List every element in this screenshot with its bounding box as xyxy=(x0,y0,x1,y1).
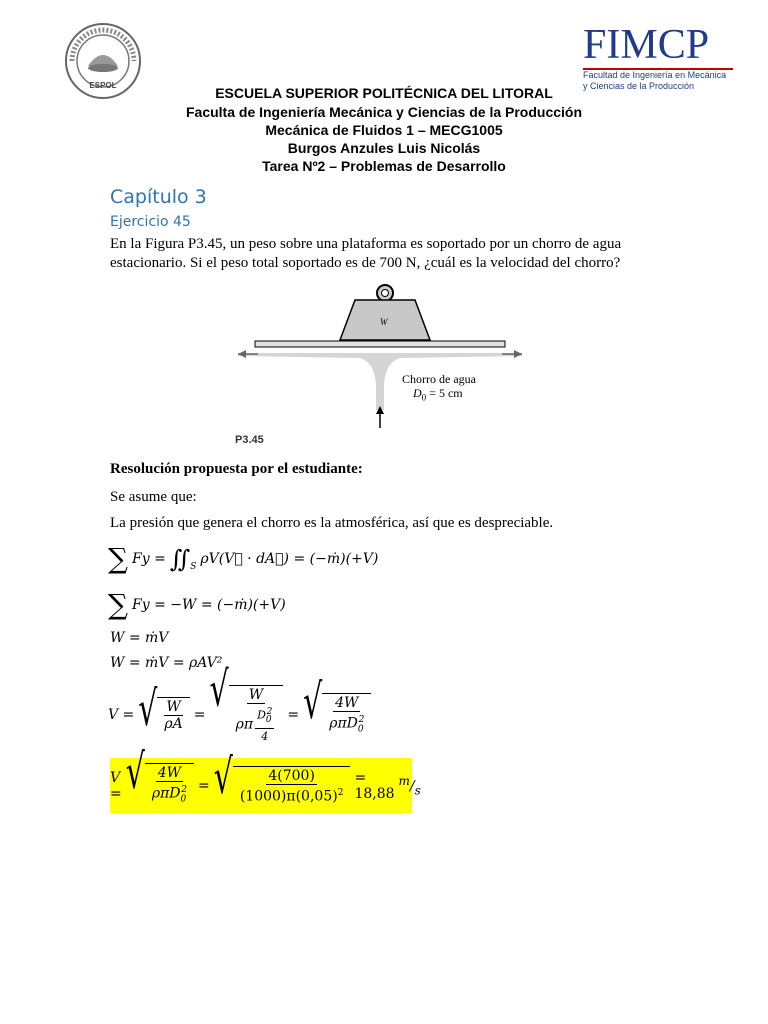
header-line-3: Mecánica de Fluidos 1 – MECG1005 xyxy=(265,122,503,138)
weight-label: W xyxy=(380,317,388,327)
problem-line-1: En la Figura P3.45, un peso sobre una plataforma es soportado por un chorro de agua xyxy=(110,236,622,252)
fimcp-title: FIMCP xyxy=(583,22,710,68)
equation-2: ∑ Fy = −W = (−ṁ)(+V) xyxy=(108,588,286,621)
assume-text: Se asume que: xyxy=(110,489,197,505)
figure-caption: P3.45 xyxy=(235,434,264,446)
header-line-1: ESCUELA SUPERIOR POLITÉCNICA DEL LITORAL xyxy=(215,85,553,101)
figure-p345 xyxy=(230,280,530,450)
pressure-text: La presión que genera el chorro es la atmosférica, así que es despreciable. xyxy=(110,515,554,531)
fimcp-logo xyxy=(583,24,743,92)
chapter-title: Capítulo 3 xyxy=(110,186,207,208)
svg-text:ESPOL: ESPOL xyxy=(89,81,117,90)
figure-drawing xyxy=(230,280,530,450)
equation-3: W = ṁV xyxy=(110,630,169,646)
equation-4: W = ṁV = ρAV² xyxy=(110,655,223,671)
header-line-4: Burgos Anzules Luis Nicolás xyxy=(287,140,481,156)
jet-label: Chorro de agua xyxy=(402,372,476,386)
jet-diameter-label: $D_0 = 5$ cm xyxy=(413,386,463,403)
header-line-5: Tarea Nº2 – Problemas de Desarrollo xyxy=(262,158,506,174)
exercise-title: Ejercicio 45 xyxy=(110,214,191,230)
fimcp-sub2: y Ciencias de la Producción xyxy=(583,81,695,91)
equation-5: V = √ $\frac{W}{\rho A}$ = √ W ρπ $\frac{D_0^2}{4}$ = √ $\frac{4W}{\rho\pi D_0^2}$ xyxy=(108,685,371,745)
result-highlight: V = √ $\frac{4W}{\rho\pi D_0^2}$ = √ $\frac{4(700)}{(1000)\pi(0,05)^2}$ = 18,88 $^m/_s$ xyxy=(110,758,412,813)
solution-heading: Resolución propuesta por el estudiante: xyxy=(110,461,363,477)
fimcp-sub1: Facultad de Ingeniería en Mecánica xyxy=(583,70,727,80)
problem-line-2: estacionario. Si el peso total soportado es de 700 N, ¿cuál es la velocidad del chorro? xyxy=(110,255,621,271)
header-line-2: Faculta de Ingeniería Mecánica y Ciencias de la Producción xyxy=(185,104,583,120)
equation-1: ∑ Fy = ∬ $_S$ ρV(V⃗ · dA⃗) = (−ṁ)(+V) xyxy=(108,542,379,575)
